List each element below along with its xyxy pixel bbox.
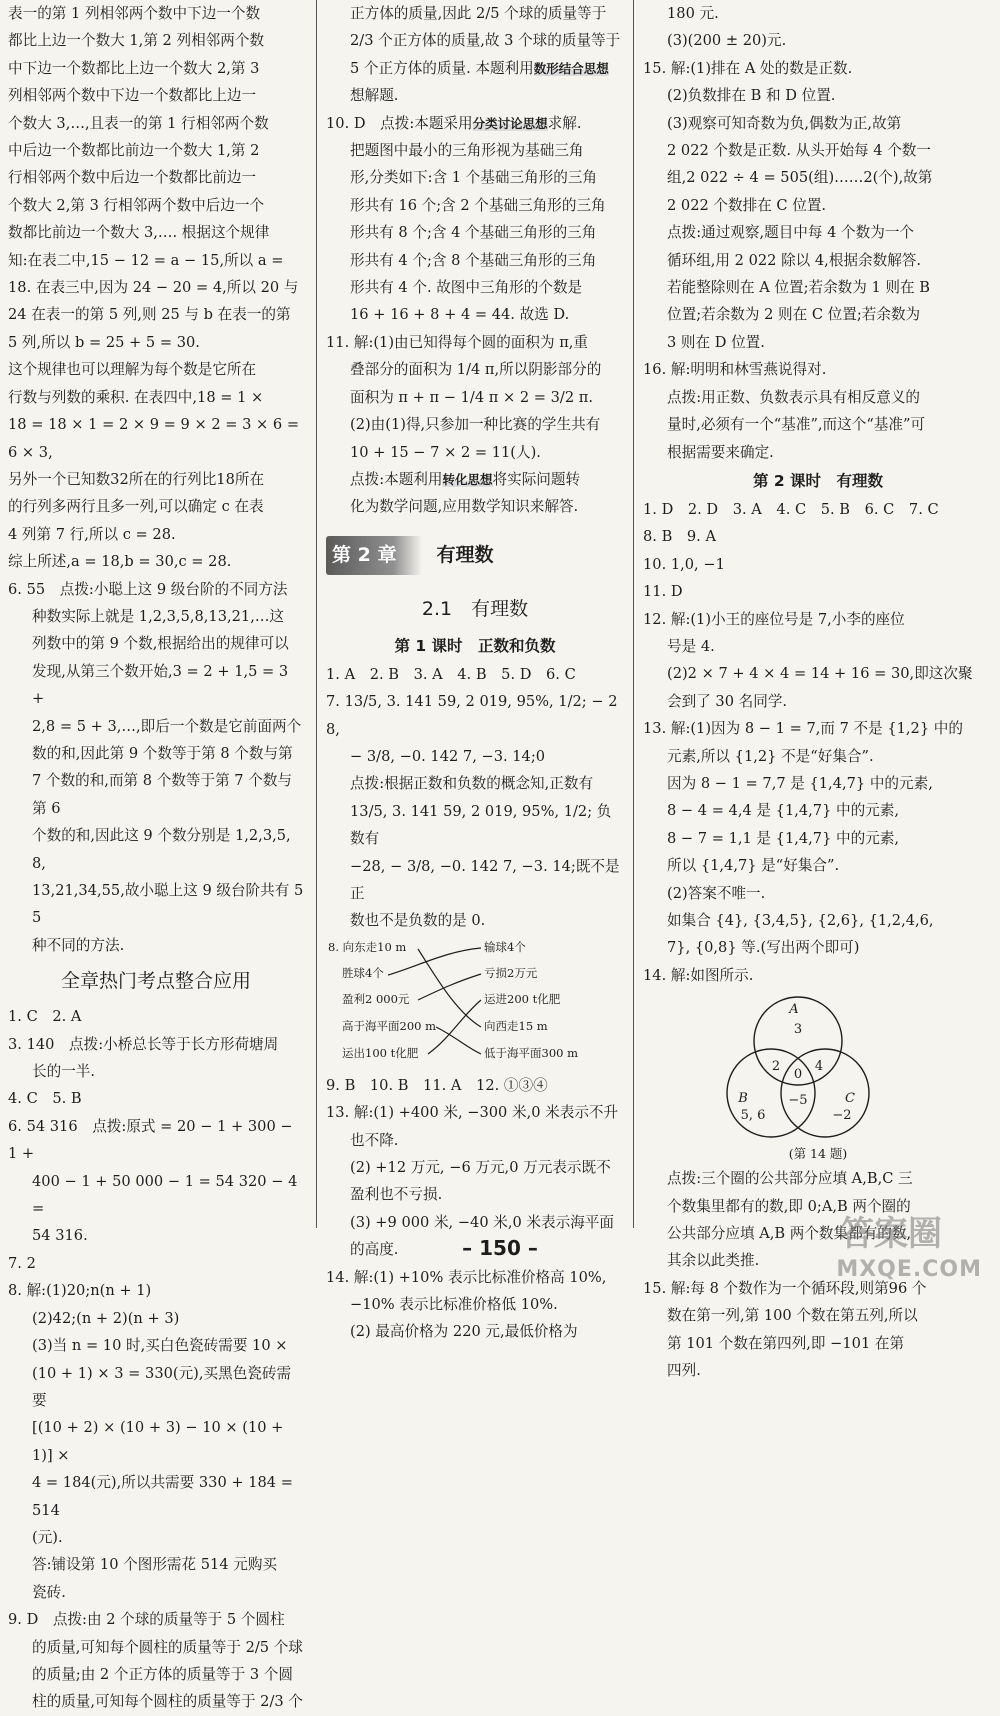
text-line: 4 = 184(元),所以共需要 330 + 184 = 514 xyxy=(32,1474,293,1519)
venn-value-ab: 2 xyxy=(771,1059,781,1075)
text-line: 4. C 5. B xyxy=(8,1090,82,1108)
text-line: 答:铺设第 10 个图形需花 514 元购买 xyxy=(32,1556,278,1574)
text-line: 的行列多两行且多一列,可以确定 c 在表 xyxy=(8,498,264,516)
match-right-4: 低于海平面300 m xyxy=(484,1045,579,1060)
text-line: (3)(200 ± 20)元. xyxy=(667,32,787,50)
text-line: 也不降. xyxy=(350,1131,399,1149)
text-line: 9. B 10. B 11. A 12. ①③④ xyxy=(326,1076,548,1094)
text-line xyxy=(326,110,624,137)
text-line: 个数大 2,第 3 行相邻两个数中后边一个 xyxy=(8,196,265,214)
chapter-header xyxy=(326,529,624,583)
text-line: 所以 {1,4,7} 是“好集合”. xyxy=(667,857,840,875)
text-line: 元素,所以 {1,2} 不是“好集合”. xyxy=(667,747,874,765)
venn-value-bc: −5 xyxy=(788,1093,808,1109)
text-line: 组,2 022 ÷ 4 = 505(组)……2(个),故第 xyxy=(667,169,933,187)
text-line: 若能整除则在 A 位置;若余数为 1 则在 B xyxy=(667,279,930,297)
text-line: 400 − 1 + 50 000 − 1 = 54 320 − 4 = xyxy=(32,1172,298,1218)
text-line: 9. D 点拨:由 2 个球的质量等于 5 个圆柱 xyxy=(8,1611,285,1629)
text-line: 数的和,因此第 9 个数等于第 8 个数与第 xyxy=(32,744,293,762)
text-line: 数也不是负数的是 0. xyxy=(350,912,486,930)
text-line: 表一的第 1 列相邻两个数中下边一个数 xyxy=(8,5,261,22)
text-line: 10 + 15 − 7 × 2 = 11(人). xyxy=(350,443,541,461)
text-line: − 3/8, −0. 142 7, −3. 14;0 xyxy=(350,747,546,765)
text-line: 的质量;由 2 个正方体的质量等于 3 个圆 xyxy=(32,1665,293,1683)
column-left xyxy=(8,0,304,1716)
text-line: 6. 55 点拨:小聪上这 9 级台阶的不同方法 xyxy=(8,580,288,598)
column-divider-left xyxy=(316,0,317,1228)
text-line: 14. 解:如图所示. xyxy=(643,966,754,984)
venn-label-c: C xyxy=(845,1091,855,1107)
chapter-title: 有理数 xyxy=(436,544,494,567)
text-line: 2 022 个数排在 C 位置. xyxy=(667,196,827,214)
text-line: 量时,必须有一个“基准”,而这个“基准”可 xyxy=(667,416,926,434)
text-line: 18. 在表三中,因为 24 − 20 = 4,所以 20 与 xyxy=(8,279,299,297)
text-line: 行相邻两个数中后边一个数都比前边一 xyxy=(8,169,257,187)
text-line: 形共有 8 个;含 4 个基础三角形的三角 xyxy=(350,224,597,242)
text-line: 列相邻两个数中下边一个数都比上边一 xyxy=(8,87,257,105)
text-line: 个数的和,因此这 9 个数分别是 1,2,3,5,8, xyxy=(32,827,291,872)
text-line: 14. 解:(1) +10% 表示比标准价格高 10%, xyxy=(326,1268,607,1286)
text-line: 2 022 个数是正数. 从头开始每 4 个数一 xyxy=(667,142,931,160)
text-line: 面积为 π + π − 1/4 π × 2 = 3/2 π. xyxy=(350,388,593,406)
page-number: – 150 – xyxy=(462,1236,538,1260)
text-line: −10% 表示比标准价格低 10%. xyxy=(350,1296,558,1314)
venn-label-a: A xyxy=(789,1002,799,1018)
text-line: 7. 13/5, 3. 141 59, 2 019, 95%, 1/2; − 28, xyxy=(326,693,618,738)
text-line: 知:在表二中,15 − 12 = a − 15,所以 a = xyxy=(8,251,284,269)
text-line: 柱的质量,可知每个圆柱的质量等于 2/3 个 xyxy=(32,1693,303,1711)
text-line: 4 列第 7 行,所以 c = 28. xyxy=(8,525,176,543)
text-line: 瓷砖. xyxy=(32,1583,66,1601)
venn-value-b: 5, 6 xyxy=(740,1108,766,1124)
text-line: (2)由(1)得,只参加一种比赛的学生共有 xyxy=(350,416,601,434)
text-line: 循环组,用 2 022 除以 4,根据余数解答. xyxy=(667,251,922,269)
text-line: (3)当 n = 10 时,买白色瓷砖需要 10 × xyxy=(32,1337,288,1355)
text-line: 都比上边一个数大 1,第 2 列相邻两个数 xyxy=(8,32,265,50)
figure-caption: (第 14 题) xyxy=(788,1146,848,1162)
text-line: 2/3 个正方体的质量,故 3 个球的质量等于 xyxy=(350,32,621,50)
column-middle xyxy=(326,0,624,1346)
text-line: 10. 1,0, −1 xyxy=(643,555,725,573)
section-title: 全章热门考点整合应用 xyxy=(60,970,251,993)
watermark-bottom: MXQE.COM xyxy=(836,1256,982,1282)
highlight-term: 数形结合思想 xyxy=(533,60,609,76)
text-line: 化为数学问题,应用数学知识来解答. xyxy=(350,498,579,516)
text-line: 公共部分应填 A,B 两个数集都有的数, xyxy=(667,1225,912,1243)
text-line: 7 个数的和,而第 8 个数等于第 7 个数与第 6 xyxy=(32,772,293,817)
text-line: 叠部分的面积为 1/4 π,所以阴影部分的 xyxy=(350,361,602,379)
chapter-badge: 第 2 章 xyxy=(326,536,422,575)
section-title: 2.1 有理数 xyxy=(421,597,529,620)
text-line: 的质量,可知每个圆柱的质量等于 2/5 个球 xyxy=(32,1638,303,1656)
text-line: (3) +9 000 米, −40 米,0 米表示海平面 xyxy=(350,1213,614,1231)
text-line: 54 316. xyxy=(32,1227,88,1245)
text-line: (10 + 1) × 3 = 330(元),买黑色瓷砖需要 xyxy=(32,1364,292,1409)
text-line: 点拨:三个圈的公共部分应填 A,B,C 三 xyxy=(667,1170,913,1188)
text-line: 15. 解:(1)排在 A 处的数是正数. xyxy=(643,59,853,77)
text-line: 2,8 = 5 + 3,…,即后一个数是它前面两个 xyxy=(32,717,302,735)
text-line: 中下边一个数都比上边一个数大 2,第 3 xyxy=(8,59,260,77)
match-left-0: 8. 向东走10 m xyxy=(328,939,407,954)
text-line: 个数大 3,…,且表一的第 1 行相邻两个数 xyxy=(8,114,269,132)
text-line: 个数集里都有的数,即 0;A,B 两个圈的 xyxy=(667,1197,911,1215)
match-left-1: 胜球4个 xyxy=(342,965,384,980)
text-line: 号是 4. xyxy=(667,637,715,655)
text-line: 1. A 2. B 3. A 4. B 5. D 6. C xyxy=(326,665,576,683)
text-line: 8. 解:(1)20;n(n + 1) xyxy=(8,1282,152,1300)
text-line: 16. 解:明明和林雪燕说得对. xyxy=(643,361,827,379)
text-line: −28, − 3/8, −0. 142 7, −3. 14;既不是正 xyxy=(350,857,620,902)
text-line: 综上所述,a = 18,b = 30,c = 28. xyxy=(8,553,232,571)
text-line: 形共有 4 个;含 8 个基础三角形的三角 xyxy=(350,251,597,269)
text-line: 13/5, 3. 141 59, 2 019, 95%, 1/2; 负数有 xyxy=(350,802,612,848)
match-right-0: 输球4个 xyxy=(484,939,526,954)
text-line: (3)观察可知奇数为负,偶数为正,故第 xyxy=(667,114,902,132)
text-line: 中后边一个数都比前边一个数大 1,第 2 xyxy=(8,142,260,160)
venn-value-c: −2 xyxy=(832,1108,852,1124)
text-line: 如集合 {4}, {3,4,5}, {2,6}, {1,2,4,6, xyxy=(667,912,934,929)
text-line: 点拨:用正数、负数表示具有相反意义的 xyxy=(667,388,921,406)
match-right-3: 向西走15 m xyxy=(484,1018,548,1033)
text-line: 正方体的质量,因此 2/5 个球的质量等于 xyxy=(350,5,607,22)
text-line: 16 + 16 + 8 + 4 = 44. 故选 D. xyxy=(350,306,570,324)
text-line: (2)42;(n + 2)(n + 3) xyxy=(32,1309,180,1327)
text-line: 形共有 16 个;含 2 个基础三角形的三角 xyxy=(350,196,606,214)
highlight-term: 转化思想 xyxy=(442,471,493,487)
text-line: [(10 + 2) × (10 + 3) − 10 × (10 + 1)] × xyxy=(32,1419,284,1464)
text-line: 13. 解:(1)因为 8 − 1 = 7,而 7 不是 {1,2} 中的 xyxy=(643,720,963,738)
text-line: 1. D 2. D 3. A 4. C 5. B 6. C 7. C xyxy=(643,500,939,518)
text-line: 3. 140 点拨:小桥总长等于长方形荷塘周 xyxy=(8,1035,279,1053)
venn-value-a: 3 xyxy=(793,1022,803,1038)
text-line: 另外一个已知数32所在的行列比18所在 xyxy=(8,470,265,488)
column-divider-right xyxy=(633,0,634,1228)
lesson-title: 第 2 课时 有理数 xyxy=(752,471,884,490)
text-line: 13. 解:(1) +400 米, −300 米,0 米表示不升 xyxy=(326,1104,619,1122)
text-span: 10. D 点拨:本题采用 xyxy=(326,114,473,132)
text-span: 点拨:本题利用 xyxy=(350,470,443,488)
text-line: 想解题. xyxy=(350,87,399,105)
venn-value-ac: 4 xyxy=(814,1059,824,1075)
watermark-top: 答案圈 xyxy=(840,1214,942,1254)
matching-diagram xyxy=(326,937,624,1072)
match-right-1: 亏损2万元 xyxy=(484,965,538,980)
text-line: 行数与列数的乘积. 在表四中,18 = 1 × xyxy=(8,388,264,406)
text-line: (2) +12 万元, −6 万元,0 万元表示既不 xyxy=(350,1159,611,1176)
text-line: 种数实际上就是 1,2,3,5,8,13,21,…这 xyxy=(32,607,285,625)
text-line: 点拨:通过观察,题目中每 4 个数为一个 xyxy=(667,224,915,242)
text-line: (2)答案不唯一. xyxy=(667,884,766,902)
text-line: 3 则在 D 位置. xyxy=(667,333,765,351)
text-line: 四列. xyxy=(667,1362,701,1380)
text-line: 7. 2 xyxy=(8,1254,36,1272)
text-line: (元). xyxy=(32,1528,63,1546)
text-line: 11. D xyxy=(643,583,683,601)
text-line: 6. 54 316 点拨:原式 = 20 − 1 + 300 − 1 + xyxy=(8,1117,293,1163)
text-line: 长的一半. xyxy=(32,1063,96,1081)
venn-diagram xyxy=(643,993,993,1143)
text-span: 将实际问题转 xyxy=(492,470,581,488)
match-left-2: 盈利2 000元 xyxy=(342,991,410,1006)
text-line: 点拨:根据正数和负数的概念知,正数有 xyxy=(350,775,594,793)
text-line: 11. 解:(1)由已知得每个圆的面积为 π,重 xyxy=(326,333,589,351)
text-line: 因为 8 − 1 = 7,7 是 {1,4,7} 中的元素, xyxy=(667,774,933,792)
column-right xyxy=(643,0,993,1384)
text-line: 把题图中最小的三角形视为基础三角 xyxy=(350,142,584,160)
text-line: 其余以此类推. xyxy=(667,1252,760,1270)
text-line xyxy=(326,55,624,82)
text-line: 8 − 7 = 1,1 是 {1,4,7} 中的元素, xyxy=(667,829,900,847)
text-line: 180 元. xyxy=(667,5,719,22)
text-line: 数都比前边一个数大 3,…. 根据这个规律 xyxy=(8,224,270,242)
text-line: 位置;若余数为 2 则在 C 位置;若余数为 xyxy=(667,306,921,324)
highlight-term: 分类讨论思想 xyxy=(472,115,548,131)
text-line: 这个规律也可以理解为每个数是它所在 xyxy=(8,361,257,379)
text-line: 24 在表一的第 5 列,则 25 与 b 在表一的第 xyxy=(8,306,291,324)
match-left-4: 运出100 t化肥 xyxy=(342,1045,419,1060)
text-line: 形共有 4 个. 故图中三角形的个数是 xyxy=(350,279,583,297)
text-line: 的高度. xyxy=(350,1241,399,1259)
text-line: 种不同的方法. xyxy=(32,936,125,954)
text-line: 列数中的第 9 个数,根据给出的规律可以 xyxy=(32,635,289,653)
match-right-2: 运进200 t化肥 xyxy=(484,991,561,1006)
venn-label-b: B xyxy=(738,1091,748,1107)
text-line: 7}, {0,8} 等.(写出两个即可) xyxy=(667,939,860,957)
text-line: 根据需要来确定. xyxy=(667,443,774,461)
text-line: 数在第一列,第 100 个数在第五列,所以 xyxy=(667,1307,918,1325)
text-line: 8. B 9. A xyxy=(643,528,716,546)
text-line: 形,分类如下:含 1 个基础三角形的三角 xyxy=(350,169,598,187)
text-line: 盈利也不亏损. xyxy=(350,1186,443,1204)
text-line: 会到了 30 名同学. xyxy=(667,692,788,710)
match-left-3: 高于海平面200 m xyxy=(342,1018,437,1033)
text-line xyxy=(326,466,624,493)
text-line: (2)2 × 7 + 4 × 4 = 14 + 16 = 30,即这次聚 xyxy=(667,665,973,683)
text-line: (2) 最高价格为 220 元,最低价格为 xyxy=(350,1323,578,1341)
text-line: 第 101 个数在第四列,即 −101 在第 xyxy=(667,1334,905,1352)
venn-value-abc: 0 xyxy=(793,1067,803,1083)
text-line: (2)负数排在 B 和 D 位置. xyxy=(667,87,836,105)
text-line: 13,21,34,55,故小聪上这 9 级台阶共有 55 xyxy=(32,882,304,927)
text-span: 求解. xyxy=(547,114,582,132)
text-line: 发现,从第三个数开始,3 = 2 + 1,5 = 3 + xyxy=(32,662,289,708)
lesson-title: 第 1 课时 正数和负数 xyxy=(394,636,556,655)
text-line: 8 − 4 = 4,4 是 {1,4,7} 中的元素, xyxy=(667,802,900,820)
text-line: 12. 解:(1)小王的座位号是 7,小李的座位 xyxy=(643,610,905,628)
text-span: 5 个正方体的质量. 本题利用 xyxy=(350,59,534,77)
text-line: 5 列,所以 b = 25 + 5 = 30. xyxy=(8,333,200,351)
text-line: 18 = 18 × 1 = 2 × 9 = 9 × 2 = 3 × 6 = 6 × 3, xyxy=(8,416,300,461)
text-line: 15. 解:每 8 个数作为一个循环段,则第96 个 xyxy=(643,1279,927,1297)
watermark-logo xyxy=(792,1214,982,1283)
text-line: 1. C 2. A xyxy=(8,1008,82,1026)
